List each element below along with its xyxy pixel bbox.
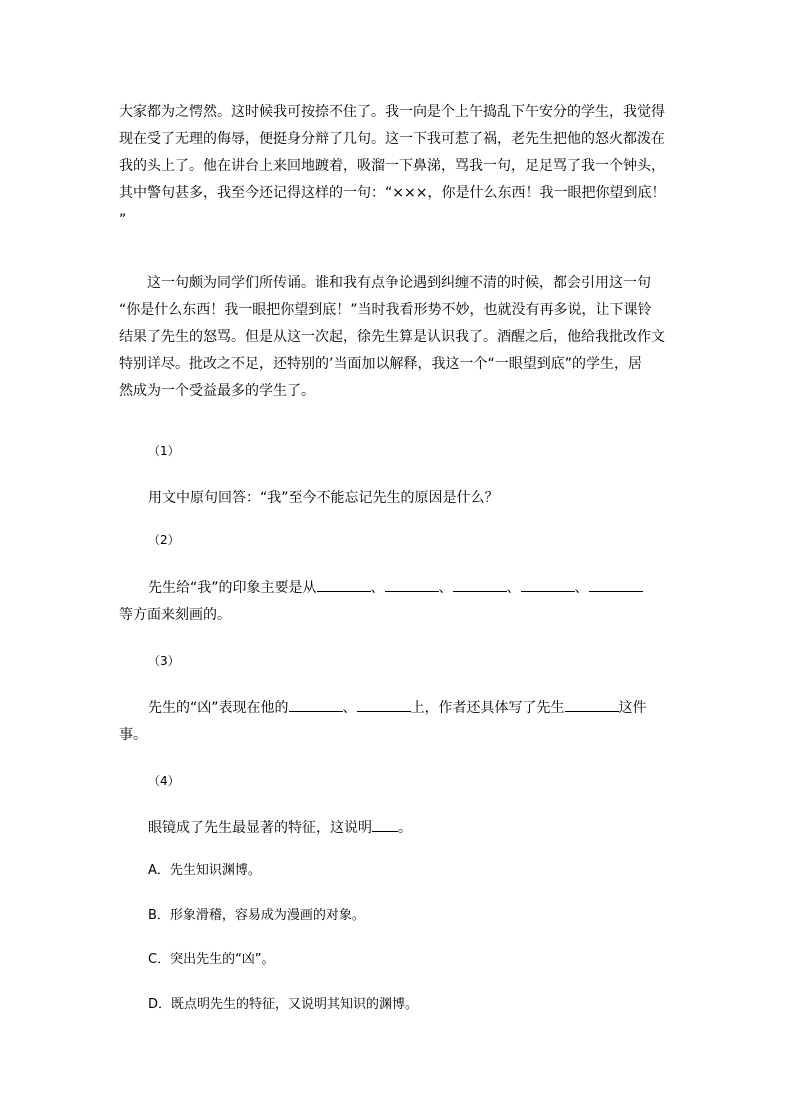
- question-1-number: （1）: [148, 444, 180, 458]
- answer-blank[interactable]: [453, 577, 507, 592]
- answer-blank[interactable]: [589, 577, 643, 592]
- passage-line: 特别详尽。批改之不足，还特别的’当面加以解释，我这一个“一眼望到底”的学生，居: [119, 356, 642, 372]
- blank-separator: 、: [506, 580, 521, 596]
- question-2-line-2: 等方面来刻画的。: [119, 607, 231, 623]
- passage-paragraph-1: [119, 99, 673, 234]
- question-2-number: （2）: [148, 533, 180, 547]
- passage-line: 结果了先生的怒骂。但是从这一次起，徐先生算是认识我了。酒醒之后，他给我批改作文: [119, 329, 665, 345]
- question-3-line-1: [148, 697, 647, 718]
- blank-separator: 、: [438, 580, 453, 596]
- question-3-line-2: 事。: [119, 727, 147, 743]
- passage-line: 其中警句甚多，我至今还记得这样的一句：“×××，你是什么东西！我一眼把你望到底！: [119, 185, 666, 201]
- passage-line: 大家都为之愕然。这时候我可按捺不住了。我一向是个上午捣乱下午安分的学生，我觉得: [119, 104, 665, 120]
- option-c[interactable]: C．突出先生的“凶”。: [148, 952, 275, 967]
- question-3-text-b: 上，作者还具体写了先生: [410, 700, 565, 716]
- passage-line: 然成为一个受益最多的学生了。: [119, 383, 315, 399]
- passage-line: “你是什么东西！我一眼把你望到底！”当时我看形势不妙，也就没有再多说，让下课铃: [119, 302, 652, 318]
- question-4-number: （4）: [148, 774, 180, 788]
- answer-blank[interactable]: [565, 697, 619, 712]
- passage-paragraph-2: [119, 270, 673, 405]
- question-4-text-a: 眼镜成了先生最显著的特征，这说明: [148, 820, 372, 836]
- option-a[interactable]: A．先生知识渊博。: [148, 863, 261, 878]
- blank-separator: 、: [574, 580, 589, 596]
- question-4-text: [148, 817, 412, 838]
- question-2-text-a: 先生给“我”的印象主要是从: [148, 580, 317, 596]
- blank-separator: 、: [342, 700, 357, 716]
- answer-blank[interactable]: [289, 697, 343, 712]
- passage-line: 我的头上了。他在讲台上来回地踱着，吸溜一下鼻涕，骂我一句，足足骂了我一个钟头，: [119, 158, 665, 174]
- option-d[interactable]: D．既点明先生的特征，又说明其知识的渊博。: [148, 997, 419, 1012]
- answer-blank[interactable]: [385, 577, 439, 592]
- question-3-number: （3）: [148, 654, 180, 668]
- option-b[interactable]: B．形象滑稽，容易成为漫画的对象。: [148, 908, 365, 923]
- question-1-text: 用文中原句回答：“我”至今不能忘记先生的原因是什么？: [148, 490, 499, 506]
- answer-blank[interactable]: [357, 697, 411, 712]
- question-3-text-c: 这件: [618, 700, 647, 716]
- passage-line: 现在受了无理的侮辱，便挺身分辩了几句。这一下我可惹了祸，老先生把他的怒火都泼在: [119, 131, 665, 147]
- question-2-line-1: [148, 577, 643, 598]
- question-4-text-b: 。: [398, 820, 412, 836]
- passage-line: 这一句颇为同学们所传诵。谁和我有点争论遇到纠缠不清的时候，都会引用这一句: [147, 275, 651, 291]
- question-3-text-a: 先生的“凶”表现在他的: [148, 700, 289, 716]
- answer-blank[interactable]: [317, 577, 371, 592]
- blank-separator: 、: [370, 580, 385, 596]
- answer-blank[interactable]: [372, 817, 398, 832]
- passage-line: ”: [119, 212, 127, 228]
- answer-blank[interactable]: [521, 577, 575, 592]
